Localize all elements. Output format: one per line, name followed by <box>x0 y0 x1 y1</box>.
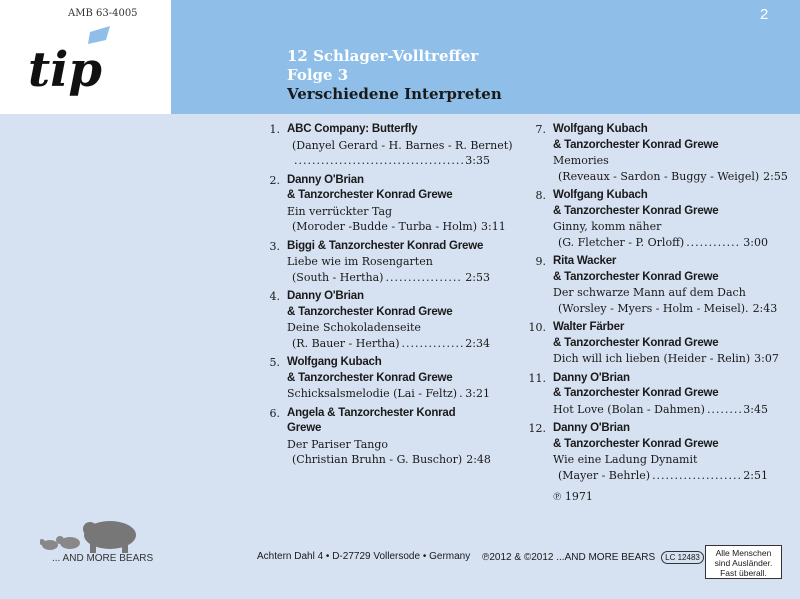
track-number: 2. <box>269 173 280 187</box>
track-duration: 3:21 <box>465 387 490 400</box>
track-duration: 3:35 <box>465 154 490 167</box>
track-number: 12. <box>528 422 546 435</box>
track-title: Der Pariser Tango <box>287 437 389 451</box>
track-credit: (South - Hertha) <box>292 270 384 284</box>
track-credit-line <box>553 351 779 367</box>
notice-line: Alle Menschen <box>715 548 772 558</box>
label-code-badge: LC 12483 <box>661 551 704 564</box>
dot-leader <box>652 468 741 484</box>
track-artist: & Tanzorchester Konrad Grewe <box>553 138 719 151</box>
track-duration: 2:53 <box>465 270 490 284</box>
track-duration-line <box>287 153 490 169</box>
track-credit-line <box>287 452 490 468</box>
album-subtitle: Folge 3 <box>287 66 349 84</box>
track-credit-line <box>287 386 490 402</box>
track-credit: (Christian Bruhn - G. Buschor) <box>292 453 463 466</box>
phonogram-year: ℗ 1971 <box>553 490 593 503</box>
track-credit: Schicksalsmelodie (Lai - Feltz) <box>287 387 458 400</box>
track-duration: 2:43 <box>752 301 778 315</box>
track-number: 8. <box>535 189 546 202</box>
track-item <box>528 188 768 250</box>
track-item <box>528 254 778 316</box>
copyright-line <box>482 551 704 564</box>
track-item <box>262 239 490 286</box>
tracklist-left <box>262 122 513 472</box>
track-artist: Wolfgang Kubach <box>553 189 648 201</box>
track-credit-line <box>553 402 768 418</box>
track-title: Der schwarze Mann auf dem Dach <box>553 286 746 299</box>
track-artist: Rita Wacker <box>553 255 617 267</box>
track-artist: & Tanzorchester Konrad Grewe <box>553 437 719 450</box>
track-number: 3. <box>269 239 280 253</box>
notice-line: sind Ausländer. <box>714 558 773 568</box>
track-duration: 3:45 <box>743 402 768 416</box>
track-artist: Wolfgang Kubach <box>553 123 648 135</box>
track-title: Wie eine Ladung Dynamit <box>553 453 698 466</box>
track-duration: 3:00 <box>743 235 768 249</box>
track-title: Ginny, komm näher <box>553 220 662 233</box>
tip-logo <box>20 20 150 104</box>
track-number: 5. <box>269 356 280 369</box>
track-artist: & Tanzorchester Konrad Grewe <box>553 336 719 349</box>
track-artist: ABC Company: Butterfly <box>287 123 418 135</box>
dot-leader <box>294 153 463 169</box>
track-item <box>528 122 788 184</box>
track-credit: (Danyel Gerard - H. Barnes - R. Bernet) <box>292 138 513 152</box>
album-artists: Verschiedene Interpreten <box>287 85 502 103</box>
track-artist: & Tanzorchester Konrad Grewe <box>553 387 719 399</box>
track-credit: Hot Love (Bolan - Dahmen) <box>553 402 705 416</box>
track-credit: (Mayer - Behrle) <box>558 468 651 482</box>
track-artist: Danny O'Brian <box>287 173 364 186</box>
track-duration: 2:55 <box>763 169 788 183</box>
album-title: 12 Schlager-Volltreffer <box>287 47 479 65</box>
track-credit: (Moroder -Budde - Turba - Holm) <box>292 220 477 233</box>
track-number: 11. <box>528 371 546 385</box>
track-artist: & Tanzorchester Konrad Grewe <box>287 371 453 384</box>
track-artist: Walter Färber <box>553 321 625 333</box>
track-credit-line <box>287 270 490 286</box>
track-number: 9. <box>535 255 546 268</box>
catalog-number: AMB 63-4005 <box>68 8 138 19</box>
track-artist: & Tanzorchester Konrad Grewe <box>553 204 719 217</box>
dot-leader <box>707 402 741 418</box>
track-number: 7. <box>535 123 546 136</box>
notice-line: Fast überall. <box>720 568 767 578</box>
track-duration: 2:51 <box>743 468 768 482</box>
track-duration: 3:07 <box>754 352 779 365</box>
notice-box <box>705 545 782 579</box>
label-address: Achtern Dahl 4 • D-27729 Vollersode • Germany <box>257 551 471 562</box>
track-artist: Angela & Tanzorchester Konrad Grewe <box>287 406 456 434</box>
track-item <box>528 320 779 367</box>
track-credit-line <box>287 336 490 352</box>
track-artist: Danny O'Brian <box>553 371 630 384</box>
track-artist: Biggi & Tanzorchester Konrad Grewe <box>287 239 484 252</box>
track-item <box>262 173 506 235</box>
track-item <box>262 289 490 351</box>
track-title: Liebe wie im Rosengarten <box>287 255 433 268</box>
track-item <box>528 421 768 483</box>
track-item <box>262 122 513 169</box>
track-number: 6. <box>269 406 280 420</box>
track-credit-line <box>553 301 778 317</box>
track-title: Ein verrückter Tag <box>287 204 393 218</box>
page-number: 2 <box>760 6 769 23</box>
track-number: 4. <box>269 290 280 303</box>
dot-leader <box>402 336 464 352</box>
track-duration: 2:48 <box>466 453 491 466</box>
track-credit: (Worsley - Myers - Holm - Meisel). <box>558 301 749 315</box>
dot-leader <box>686 235 741 251</box>
track-duration: 2:34 <box>465 336 490 350</box>
track-artist: & Tanzorchester Konrad Grewe <box>287 189 453 201</box>
track-duration: 3:11 <box>481 220 506 233</box>
track-item <box>528 371 768 418</box>
track-title: Memories <box>553 154 609 167</box>
logo-panel <box>0 0 171 114</box>
track-number: 1. <box>269 123 280 136</box>
track-credit: (R. Bauer - Hertha) <box>292 336 400 350</box>
track-item <box>262 355 490 402</box>
track-credit-line <box>553 468 768 484</box>
track-item <box>262 406 490 468</box>
track-artist: Danny O'Brian <box>287 290 364 302</box>
track-number: 10. <box>528 321 546 334</box>
dot-leader <box>385 270 463 286</box>
track-credit-line <box>553 169 788 185</box>
track-credit: Dich will ich lieben (Heider - Relin) <box>553 352 751 365</box>
logo-wordmark: tip <box>28 42 102 98</box>
track-credit-line <box>553 235 768 251</box>
dot-leader <box>459 386 463 402</box>
track-title: Deine Schokoladenseite <box>287 321 421 334</box>
track-artist: Wolfgang Kubach <box>287 356 382 368</box>
track-credit: (G. Fletcher - P. Orloff) <box>558 235 685 249</box>
track-artist: & Tanzorchester Konrad Grewe <box>287 305 453 318</box>
album-title-block <box>287 47 502 104</box>
tracklist-right <box>528 122 788 505</box>
track-credit-line <box>287 219 506 235</box>
track-artist: Danny O'Brian <box>553 422 630 434</box>
track-artist: & Tanzorchester Konrad Grewe <box>553 270 719 283</box>
bears-label: ... AND MORE BEARS <box>52 553 154 564</box>
track-credit: (Reveaux - Sardon - Buggy - Weigel) <box>558 169 760 183</box>
copyright-text: ℗2012 & ©2012 ...AND MORE BEARS <box>482 552 656 563</box>
